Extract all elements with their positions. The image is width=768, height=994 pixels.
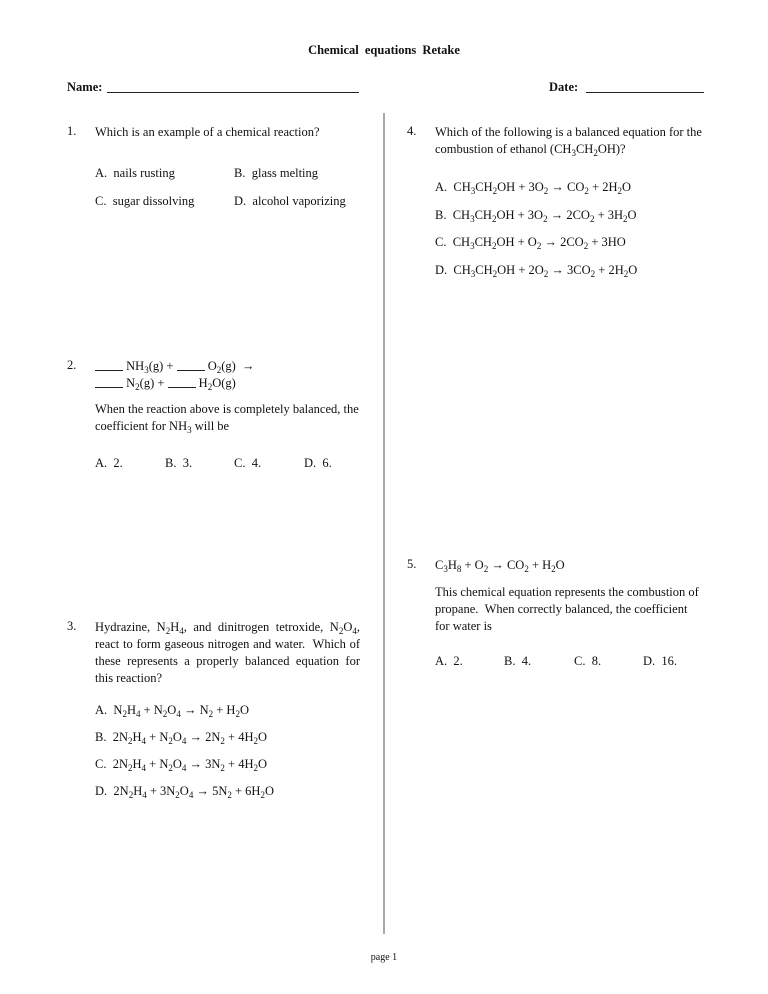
option-text: nails rusting [113, 166, 175, 180]
option-text: 4. [251, 456, 262, 470]
option-letter: A. [95, 456, 108, 470]
question-prompt: Which of the following is a balanced equation for the combustion of ethanol $(CH_3CH_2OH)$? [435, 125, 702, 158]
date-label: Date: [549, 80, 579, 94]
option-letter: D. [234, 194, 247, 208]
question-number: 1. [67, 124, 77, 138]
option-d[interactable] [234, 194, 346, 209]
name-blank-line[interactable] [107, 80, 359, 93]
option-letter: A. [95, 166, 108, 180]
question-number: 2. [67, 358, 77, 372]
question-prompt: Which is an example of a chemical reaction? [95, 125, 320, 139]
equation-line-1: $NH_3(g) + O_2(g)$ → [95, 358, 385, 375]
option-letter: B. [504, 654, 516, 668]
option-letter: C. [234, 456, 246, 470]
option-text: sugar dissolving [112, 194, 195, 208]
option-text: 2. [453, 654, 463, 668]
option-text: 8. [591, 654, 602, 668]
option-letter: C. [95, 194, 107, 208]
option-text: alcohol vaporizing [252, 194, 346, 208]
option-d[interactable]: D. $CH_3CH_2OH + 2O_2 \to 3CO_2 + 2H_2O$ [435, 263, 638, 279]
question-prompt: When the reaction above is completely balanced, the coefficient for $NH_3$ will be [95, 402, 359, 435]
option-a[interactable] [435, 654, 463, 669]
coefficient-blank[interactable] [177, 359, 205, 371]
option-b[interactable] [234, 166, 318, 181]
option-d[interactable] [304, 456, 332, 471]
option-a[interactable]: A. $CH_3CH_2OH + 3O_2 \to CO_2 + 2H_2O$ [435, 180, 632, 196]
question-prompt: Hydrazine, $N_2H_4$, and dinitrogen tetroxide, $N_2O_4$, react to form gaseous nitrogen and water. Which of these represents a properly balanced equation for this reaction? [95, 620, 360, 685]
coefficient-blank[interactable] [95, 376, 123, 388]
option-letter: A. [435, 654, 448, 668]
coefficient-blank[interactable] [168, 376, 196, 388]
question-number: 4. [407, 124, 417, 138]
date-field[interactable] [549, 80, 704, 95]
option-text: glass melting [251, 166, 319, 180]
option-letter: B. [234, 166, 246, 180]
option-c[interactable]: C. $2N_2H_4 + N_2O_4 \to 3N_2 + 4H_2O$ [95, 757, 268, 773]
option-a[interactable] [95, 456, 123, 471]
equation-display [95, 358, 385, 392]
option-text: 16. [661, 654, 678, 668]
option-d[interactable]: D. $2N_2H_4 + 3N_2O_4 \to 5N_2 + 6H_2O$ [95, 784, 274, 800]
column-divider [383, 113, 385, 934]
option-c[interactable] [234, 456, 261, 471]
question-number: 3. [67, 619, 77, 633]
option-b[interactable]: B. $2N_2H_4 + N_2O_4 \to 2N_2 + 4H_2O$ [95, 730, 268, 746]
option-text: 3. [182, 456, 193, 470]
question-prompt: This chemical equation represents the combustion of propane. When correctly balanced, the coefficient for water is [435, 585, 699, 633]
option-letter: C. [574, 654, 586, 668]
page-footer: page 1 [370, 952, 398, 963]
option-c[interactable] [574, 654, 601, 669]
option-d[interactable] [643, 654, 677, 669]
option-a[interactable]: A. $N_2H_4 + N_2O_4 \to N_2 + H_2O$ [95, 703, 249, 719]
option-text: 2. [113, 456, 123, 470]
option-text: 6. [322, 456, 332, 470]
name-label: Name: [67, 80, 103, 94]
name-field[interactable] [67, 80, 359, 95]
option-a[interactable] [95, 166, 175, 181]
question-number: 5. [407, 557, 417, 571]
option-letter: D. [304, 456, 317, 470]
option-letter: D. [643, 654, 656, 668]
option-c[interactable]: C. $CH_3CH_2OH + O_2 \to 2CO_2 + 3HO$ [435, 235, 626, 251]
option-text: 4. [521, 654, 532, 668]
option-c[interactable] [95, 194, 194, 209]
option-b[interactable]: B. $CH_3CH_2OH + 3O_2 \to 2CO_2 + 3H_2O$ [435, 208, 637, 224]
date-blank-line[interactable] [586, 80, 704, 93]
page-title: Chemical equations Retake [308, 43, 460, 57]
option-b[interactable] [504, 654, 531, 669]
equation-line-2: $N_2(g) + H_2O(g)$ [95, 375, 385, 392]
option-b[interactable] [165, 456, 192, 471]
coefficient-blank[interactable] [95, 359, 123, 371]
equation-display: $C_3H_8 + O_2 \to CO_2 + H_2O$ [435, 558, 565, 574]
option-letter: B. [165, 456, 177, 470]
